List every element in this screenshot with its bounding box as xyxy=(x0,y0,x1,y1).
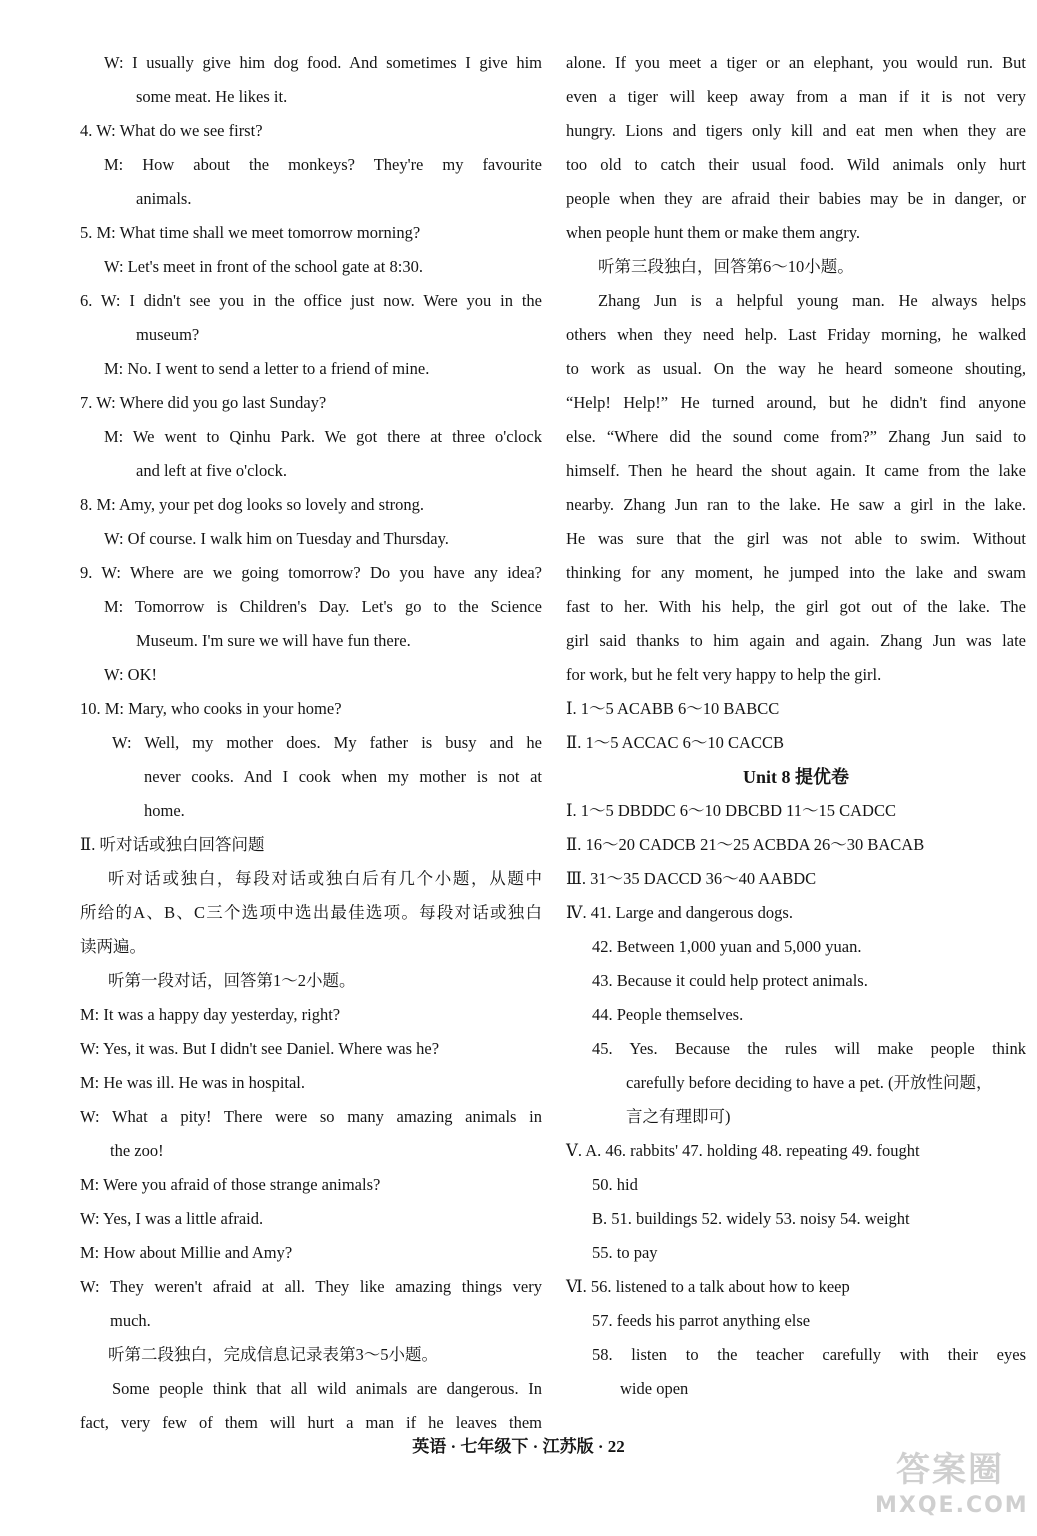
text-line: W: Yes, it was. But I didn't see Daniel. Where was he? xyxy=(80,1039,440,1058)
text-line: nearby. Zhang Jun ran to the lake. He saw a girl in the lake. xyxy=(566,495,1026,514)
right-column xyxy=(566,46,1026,1406)
text-line: M: Tomorrow is Children's Day. Let's go to the Science xyxy=(104,597,542,616)
text-line: 读两遍。 xyxy=(80,937,146,956)
text-line: 听第三段独白，回答第6～10小题。 xyxy=(598,257,854,276)
text-line: 44. People themselves. xyxy=(592,1005,744,1024)
text-line: 8. M: Amy, your pet dog looks so lovely and strong. xyxy=(80,495,425,514)
text-line: M: How about Millie and Amy? xyxy=(80,1243,293,1262)
text-line: 听第一段对话，回答第1～2小题。 xyxy=(108,971,356,990)
watermark-logo xyxy=(875,1448,1029,1528)
text-line: much. xyxy=(110,1311,151,1330)
text-line: himself. Then he heard the shout again. It came from the lake xyxy=(566,461,1026,480)
text-line: animals. xyxy=(136,189,192,208)
text-line: 58. listen to the teacher carefully with their eyes xyxy=(592,1345,1026,1364)
text-line: carefully before deciding to have a pet. (开放性问题， xyxy=(626,1073,993,1092)
page-footer: 英语 · 七年级下 · 江苏版 · 22 xyxy=(412,1437,625,1456)
text-line: 9. W: Where are we going tomorrow? Do you have any idea? xyxy=(80,563,542,582)
text-line: when people hunt them or make them angry. xyxy=(566,223,861,242)
text-line: W: They weren't afraid at all. They like amazing things very xyxy=(80,1277,542,1296)
text-line: 听第二段独白，完成信息记录表第3～5小题。 xyxy=(108,1345,438,1364)
text-line: 57. feeds his parrot anything else xyxy=(592,1311,811,1330)
text-line: 55. to pay xyxy=(592,1243,658,1262)
text-line: Ⅲ. 31～35 DACCD 36～40 AABDC xyxy=(566,869,817,888)
text-line: W: Yes, I was a little afraid. xyxy=(80,1209,264,1228)
text-line: M: We went to Qinhu Park. We got there at three o'clock xyxy=(104,427,542,446)
text-line: some meat. He likes it. xyxy=(136,87,288,106)
text-line: home. xyxy=(144,801,185,820)
text-line: 4. W: What do we see first? xyxy=(80,121,263,140)
text-line: the zoo! xyxy=(110,1141,164,1160)
text-line: M: No. I went to send a letter to a friend of mine. xyxy=(104,359,430,378)
text-line: never cooks. And I cook when my mother is not at xyxy=(144,767,542,786)
text-line: Ⅳ. 41. Large and dangerous dogs. xyxy=(566,903,793,922)
text-line: alone. If you meet a tiger or an elephant, you would run. But xyxy=(566,53,1026,72)
text-line: too old to catch their usual food. Wild animals only hurt xyxy=(566,155,1026,174)
left-column xyxy=(80,46,542,1440)
text-line: B. 51. buildings 52. widely 53. noisy 54. weight xyxy=(592,1209,910,1228)
text-line: M: He was ill. He was in hospital. xyxy=(80,1073,306,1092)
watermark-url: MXQE.COM xyxy=(875,1493,1029,1518)
text-line: W: Well, my mother does. My father is busy and he xyxy=(112,733,542,752)
text-line: 7. W: Where did you go last Sunday? xyxy=(80,393,327,412)
text-line: M: It was a happy day yesterday, right? xyxy=(80,1005,341,1024)
text-line: even a tiger will keep away from a man if it is not very xyxy=(566,87,1026,106)
text-line: 5. M: What time shall we meet tomorrow morning? xyxy=(80,223,421,242)
text-line: Some people think that all wild animals are dangerous. In xyxy=(112,1379,542,1398)
text-line: else. “Where did the sound come from?” Zhang Jun said to xyxy=(566,427,1026,446)
text-line: Ⅱ. 1～5 ACCAC 6～10 CACCB xyxy=(566,733,784,752)
text-line: 45. Yes. Because the rules will make people think xyxy=(592,1039,1026,1058)
text-line: Ⅴ. A. 46. rabbits' 47. holding 48. repeating 49. fought xyxy=(566,1141,920,1160)
text-line: 42. Between 1,000 yuan and 5,000 yuan. xyxy=(592,937,862,956)
text-line: “Help! Help!” He turned around, but he didn't find anyone xyxy=(566,393,1026,412)
text-line: 43. Because it could help protect animals. xyxy=(592,971,868,990)
text-line: and left at five o'clock. xyxy=(136,461,287,480)
text-line: W: Let's meet in front of the school gate at 8:30. xyxy=(104,257,423,276)
text-line: Ⅰ. 1～5 DBDDC 6～10 DBCBD 11～15 CADCC xyxy=(566,801,896,820)
text-line: Museum. I'm sure we will have fun there. xyxy=(136,631,411,650)
text-line: Ⅵ. 56. listened to a talk about how to keep xyxy=(566,1277,850,1296)
text-line: girl said thanks to him again and again. Zhang Jun was late xyxy=(566,631,1026,650)
text-line: others when they need help. Last Friday morning, he walked xyxy=(566,325,1026,344)
text-line: hungry. Lions and tigers only kill and eat men when they are xyxy=(566,121,1026,140)
text-line: wide open xyxy=(620,1379,689,1398)
text-line: 50. hid xyxy=(592,1175,638,1194)
text-line: He was sure that the girl was not able to swim. Without xyxy=(566,529,1026,548)
text-line: 言之有理即可) xyxy=(626,1107,731,1126)
text-line: 所给的A、B、C三个选项中选出最佳选项。每段对话或独白 xyxy=(80,903,542,922)
text-line: W: Of course. I walk him on Tuesday and Thursday. xyxy=(104,529,449,548)
text-line: W: What a pity! There were so many amazing animals in xyxy=(80,1107,542,1126)
text-line: 10. M: Mary, who cooks in your home? xyxy=(80,699,342,718)
text-line: W: OK! xyxy=(104,665,157,684)
text-line: M: Were you afraid of those strange animals? xyxy=(80,1175,381,1194)
text-line: M: How about the monkeys? They're my favourite xyxy=(104,155,542,174)
text-line: 听对话或独白，每段对话或独白后有几个小题，从题中 xyxy=(108,869,542,888)
section-heading: Unit 8 提优卷 xyxy=(742,767,849,787)
text-line: Ⅱ. 16～20 CADCB 21～25 ACBDA 26～30 BACAB xyxy=(566,835,925,854)
text-line: fast to her. With his help, the girl got out of the lake. The xyxy=(566,597,1026,616)
text-line: fact, very few of them will hurt a man if he leaves them xyxy=(80,1413,542,1432)
text-line: museum? xyxy=(136,325,200,344)
text-line: for work, but he felt very happy to help the girl. xyxy=(566,665,882,684)
text-line: Zhang Jun is a helpful young man. He always helps xyxy=(598,291,1026,310)
text-line: Ⅱ. 听对话或独白回答问题 xyxy=(80,835,265,854)
watermark-text: 答案圈 xyxy=(896,1450,1004,1490)
text-line: to work as usual. On the way he heard someone shouting, xyxy=(566,359,1026,378)
text-line: 6. W: I didn't see you in the office just now. Were you in the xyxy=(80,291,542,310)
text-line: thinking for any moment, he jumped into the lake and swam xyxy=(566,563,1026,582)
text-line: Ⅰ. 1～5 ACABB 6～10 BABCC xyxy=(566,699,780,718)
text-line: W: I usually give him dog food. And sometimes I give him xyxy=(104,53,542,72)
text-line: people when they are afraid their babies may be in danger, or xyxy=(566,189,1026,208)
